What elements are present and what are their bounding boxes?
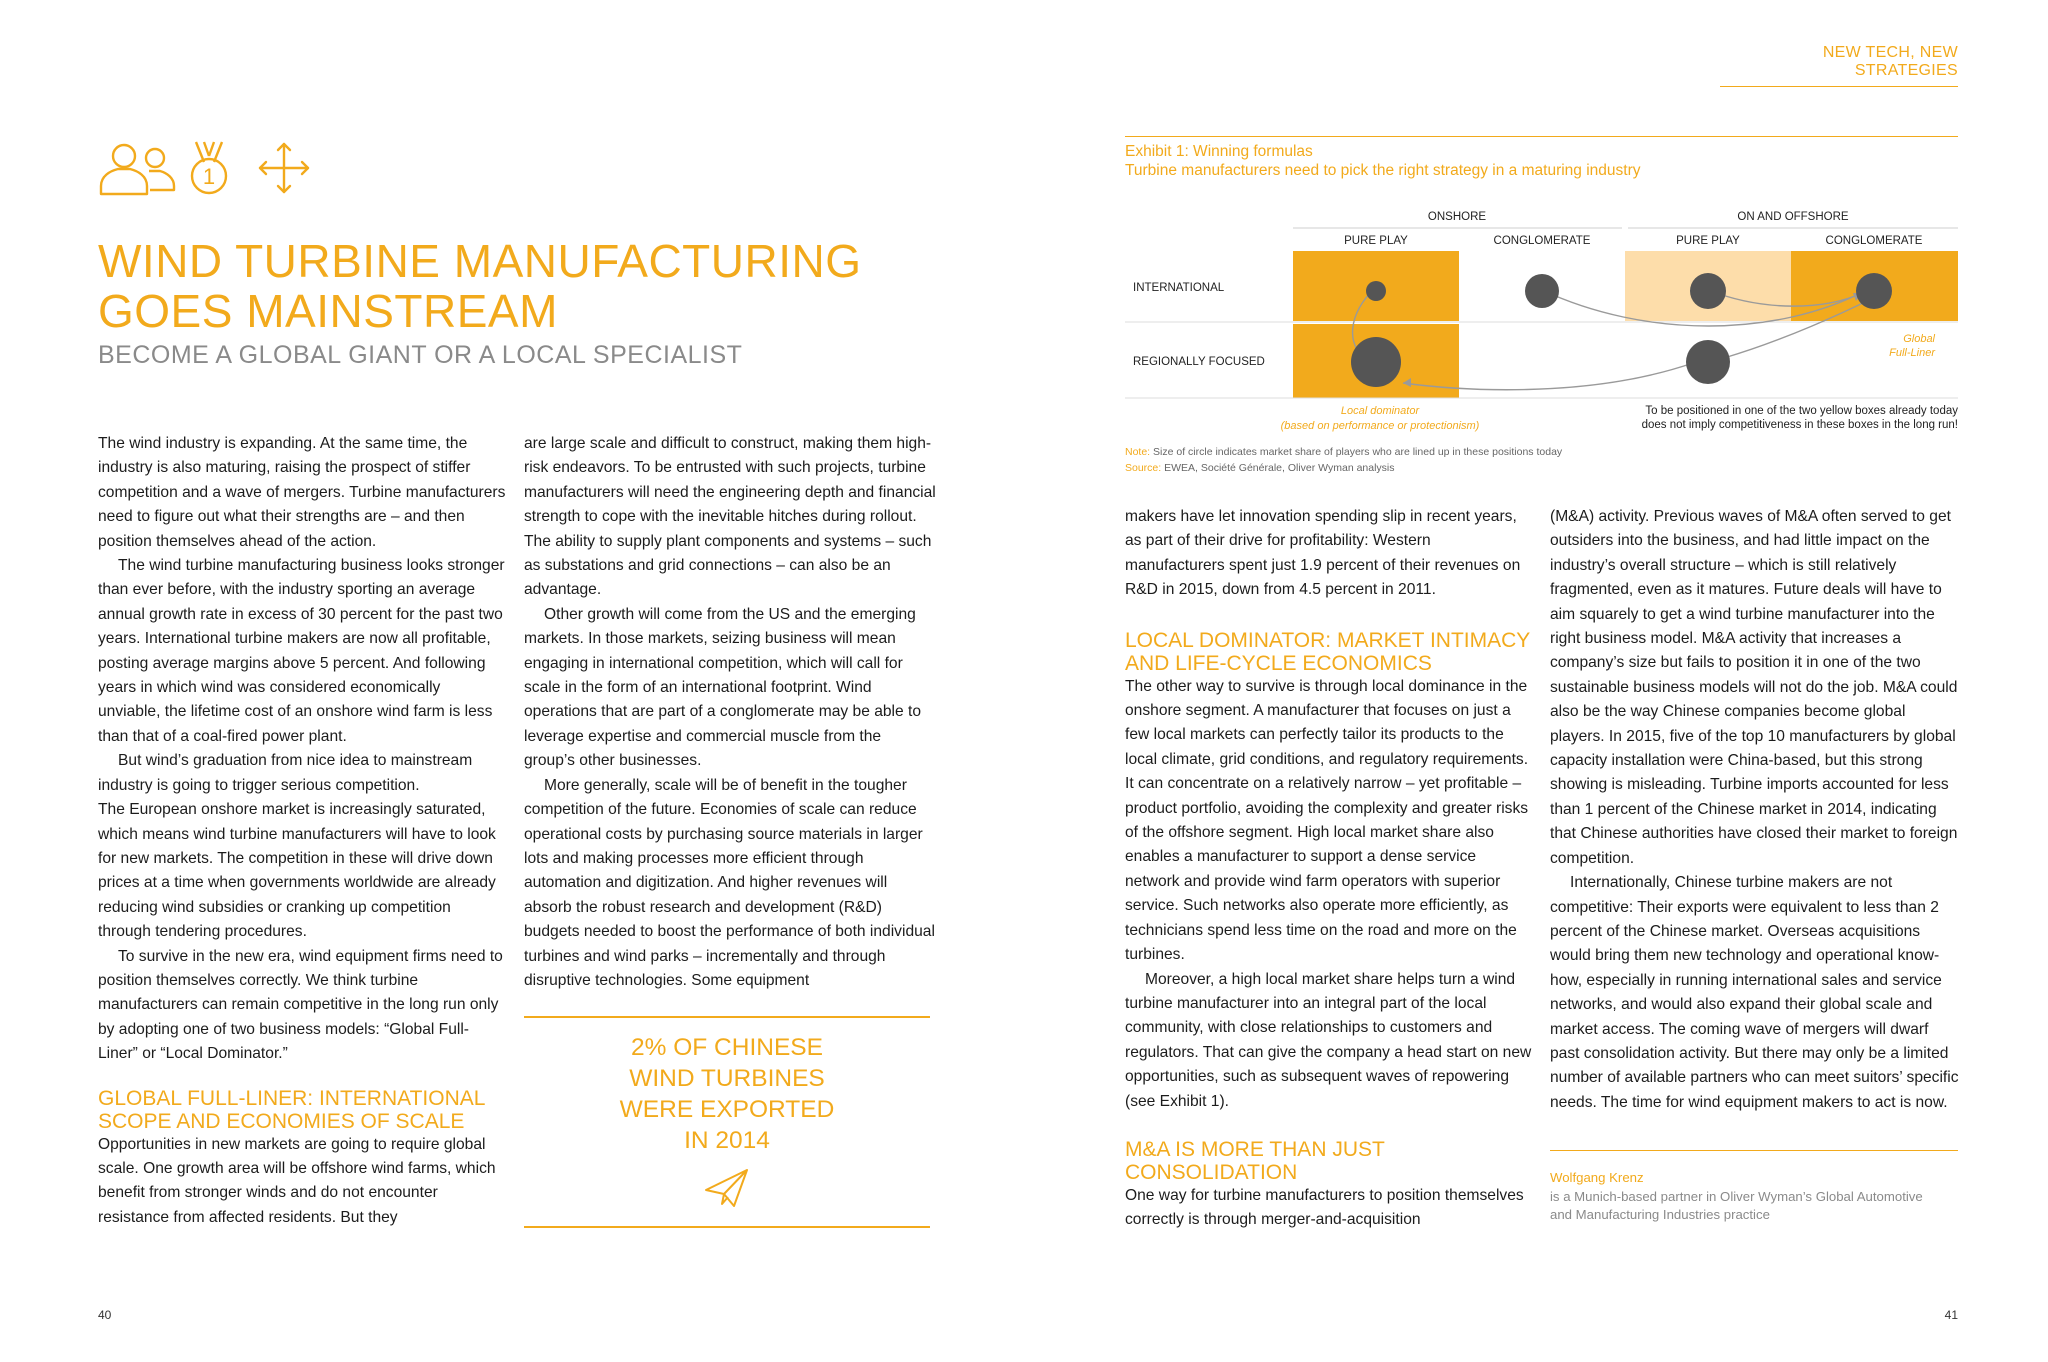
author-bio-line: is a Munich-based partner in Oliver Wyman’s Global Automotive: [1550, 1188, 1923, 1204]
paragraph: Internationally, Chinese turbine makers are not competitive: Their exports were equivalent to less than 2 percent of the Chinese market. Overseas acquisitions would bring them new technology and operational know-how, especially in running international sales and service networks, and would also expand their global scale and market access. The coming wave of mergers will dwarf past consolidation activity. But there may only be a limited number of available partners who can meet suitors’ specific needs. The time for wind equipment makers to act is now.: [1550, 874, 1959, 1111]
exhibit-title: Exhibit 1: Winning formulas: [1125, 143, 1313, 160]
column-header: CONGLOMERATE: [1493, 235, 1591, 247]
author-bio: [1550, 1150, 1958, 1225]
page-number-left: 40: [98, 1308, 112, 1322]
paragraph: Opportunities in new markets are going to require global scale. One growth area will be offshore wind farms, which benefit from stronger winds and do not encounter resistance from affected residents. But they: [98, 1135, 496, 1226]
market-share-circle: [1856, 273, 1892, 309]
medal-icon: [192, 142, 226, 193]
pull-quote: [524, 1016, 930, 1228]
text-column-2: [524, 432, 936, 993]
group-header-offshore: ON AND OFFSHORE: [1737, 211, 1849, 223]
paragraph: The European onshore market is increasingly saturated, which means wind turbine manufacturers will have to look for new markets. The competition in these will drive down prices at a time when governments worldwide are already reducing wind subsidies or cranking up competition through tendering procedures.: [98, 801, 496, 941]
author-bio-line: and Manufacturing Industries practice: [1550, 1207, 1770, 1222]
author-name: Wolfgang Krenz: [1550, 1170, 1644, 1185]
global-full-liner-label: Global Full-Liner: [1889, 333, 1935, 359]
text-column-1: [98, 432, 506, 1230]
section-heading: M&A IS MORE THAN JUST CONSOLIDATION: [1125, 1137, 1385, 1184]
paper-plane-icon: [704, 1168, 750, 1208]
exhibit-note: Note: Size of circle indicates market share of players who are lined up in these positions today Source: EWEA, Société Générale, Oliver Wyman analysis: [1125, 446, 1563, 474]
section-heading: LOCAL DOMINATOR: MARKET INTIMACY AND LIFE-CYCLE ECONOMICS: [1125, 628, 1530, 675]
article-title: WIND TURBINE MANUFACTURING GOES MAINSTREAM: [98, 235, 862, 337]
people-icon: [101, 145, 174, 194]
market-share-circle: [1690, 273, 1726, 309]
column-header: PURE PLAY: [1344, 235, 1408, 247]
exhibit-rule: [1125, 136, 1958, 137]
medal-number: 1: [202, 164, 216, 189]
exhibit-heading: [1125, 142, 1641, 180]
text-column-4: [1550, 505, 1960, 1115]
paragraph: More generally, scale will be of benefit in the tougher competition of the future. Economies of scale can reduce operational costs by purchasing source materials in larger lots and making processes more efficient through automation and digitization. And higher revenues will absorb the robust research and development (R&D) budgets needed to boost the performance of both individual turbines and wind parks – incrementally and through disruptive technologies. Some equipment: [524, 776, 935, 989]
article-subtitle: BECOME A GLOBAL GIANT OR A LOCAL SPECIALIST: [98, 341, 743, 369]
column-header: PURE PLAY: [1676, 235, 1740, 247]
expand-arrows-icon: [260, 144, 308, 192]
paragraph: are large scale and difficult to construct, making them high-risk endeavors. To be entrusted with such projects, turbine manufacturers will need the engineering depth and financial strength to cope with the inevitable hitches during rollout. The ability to supply plant components and systems – such as substations and grid connections – can also be an advantage.: [524, 435, 936, 599]
market-share-circle: [1686, 340, 1730, 384]
paragraph: But wind’s graduation from nice idea to mainstream industry is going to trigger serious competition.: [98, 752, 473, 794]
paragraph: Moreover, a high local market share helps turn a wind turbine manufacturer into an integral part of the local community, with close relationships to customers and regulators. That can give the company a head start on new opportunities, such as subsequent waves of repowering (see Exhibit 1).: [1125, 970, 1532, 1110]
column-header: CONGLOMERATE: [1825, 235, 1923, 247]
exhibit-matrix: [1125, 200, 1958, 400]
local-dominator-label: Local dominator (based on performance or protectionism): [1280, 405, 1480, 432]
paragraph: Other growth will come from the US and the emerging markets. In those markets, seizing business will mean engaging in international competition, which will call for scale in the form of an international footprint. Wind operations that are part of a conglomerate may be able to leverage expertise and commercial muscle from the group’s other businesses.: [524, 605, 922, 770]
paragraph: The other way to survive is through local dominance in the onshore segment. A manufacturer that focuses on just a few local markets can perfectly tailor its products to the local climate, grid conditions, and regulatory requirements. It can concentrate on a relatively narrow – yet profitable – product portfolio, avoiding the complexity and greater risks of the offshore segment. High local market share also enables a manufacturer to support a dense service network and provide wind farm operators with superior service. Such networks also operate more efficiently, as technicians spend less time on the road and more on the turbines.: [1125, 677, 1529, 964]
section-heading: GLOBAL FULL-LINER: INTERNATIONAL SCOPE AND ECONOMIES OF SCALE: [98, 1086, 485, 1133]
row-header-international: INTERNATIONAL: [1133, 282, 1225, 294]
paragraph: The wind turbine manufacturing business looks stronger than ever before, with the industry sporting an average annual growth rate in excess of 30 percent for the past two years. International turbine makers are now all profitable, posting average margins above 5 percent. And following years in which wind was considered economically unviable, the lifetime cost of an onshore wind farm is less than that of a coal-fired power plant.: [98, 557, 505, 745]
paragraph: (M&A) activity. Previous waves of M&A often served to get outsiders into the business, and had little impact on the industry’s overall structure – which is still relatively fragmented, even as it matures. Future deals will have to aim squarely to get a wind turbine manufacturer into the right business model. M&A activity that increases a company’s size but fails to position it in one of the two sustainable business models will not do the job. M&A could also be the way Chinese companies become global players. In 2015, five of the top 10 manufacturers by global capacity installation were China-based, but this strong showing is misleading. Turbine imports accounted for less than 1 percent of the Chinese market in 2014, indicating that Chinese authorities have closed their market to foreign competition.: [1550, 508, 1958, 867]
section-label: NEW TECH, NEW STRATEGIES: [1720, 44, 1958, 87]
market-share-circle: [1351, 337, 1401, 387]
paragraph: One way for turbine manufacturers to position themselves correctly is through merger-and-acquisition: [1125, 1186, 1524, 1229]
pull-quote-text: 2% OF CHINESE WIND TURBINES WERE EXPORTED IN 2014: [619, 1034, 835, 1154]
header-icons: [98, 138, 318, 200]
row-header-regional: REGIONALLY FOCUSED: [1133, 356, 1265, 368]
group-header-onshore: ONSHORE: [1427, 211, 1487, 223]
paragraph: makers have let innovation spending slip in recent years, as part of their drive for profitability: Western manufacturers spent just 1.9 percent of their revenues on R&D in 2015, down from 4.5 percent in 2011.: [1125, 508, 1521, 599]
market-share-circle: [1525, 274, 1559, 308]
exhibit-caption: To be positioned in one of the two yellow boxes already today does not imply competitiveness in these boxes in the long run!: [1641, 405, 1958, 431]
page-number-right: 41: [1944, 1308, 1958, 1322]
paragraph: The wind industry is expanding. At the same time, the industry is also maturing, raising the prospect of stiffer competition and a wave of mergers. Turbine manufacturers need to figure out what their strengths are – and then position themselves ahead of the action.: [98, 435, 506, 550]
exhibit-subtitle: Turbine manufacturers need to pick the right strategy in a maturing industry: [1125, 162, 1641, 179]
paragraph: To survive in the new era, wind equipment firms need to position themselves correctly. We think turbine manufacturers can remain competitive in the long run only by adopting one of two business models: “Global Full-Liner” or “Local Dominator.”: [98, 947, 503, 1063]
text-column-3: [1125, 505, 1533, 1233]
market-share-circle: [1366, 281, 1386, 301]
